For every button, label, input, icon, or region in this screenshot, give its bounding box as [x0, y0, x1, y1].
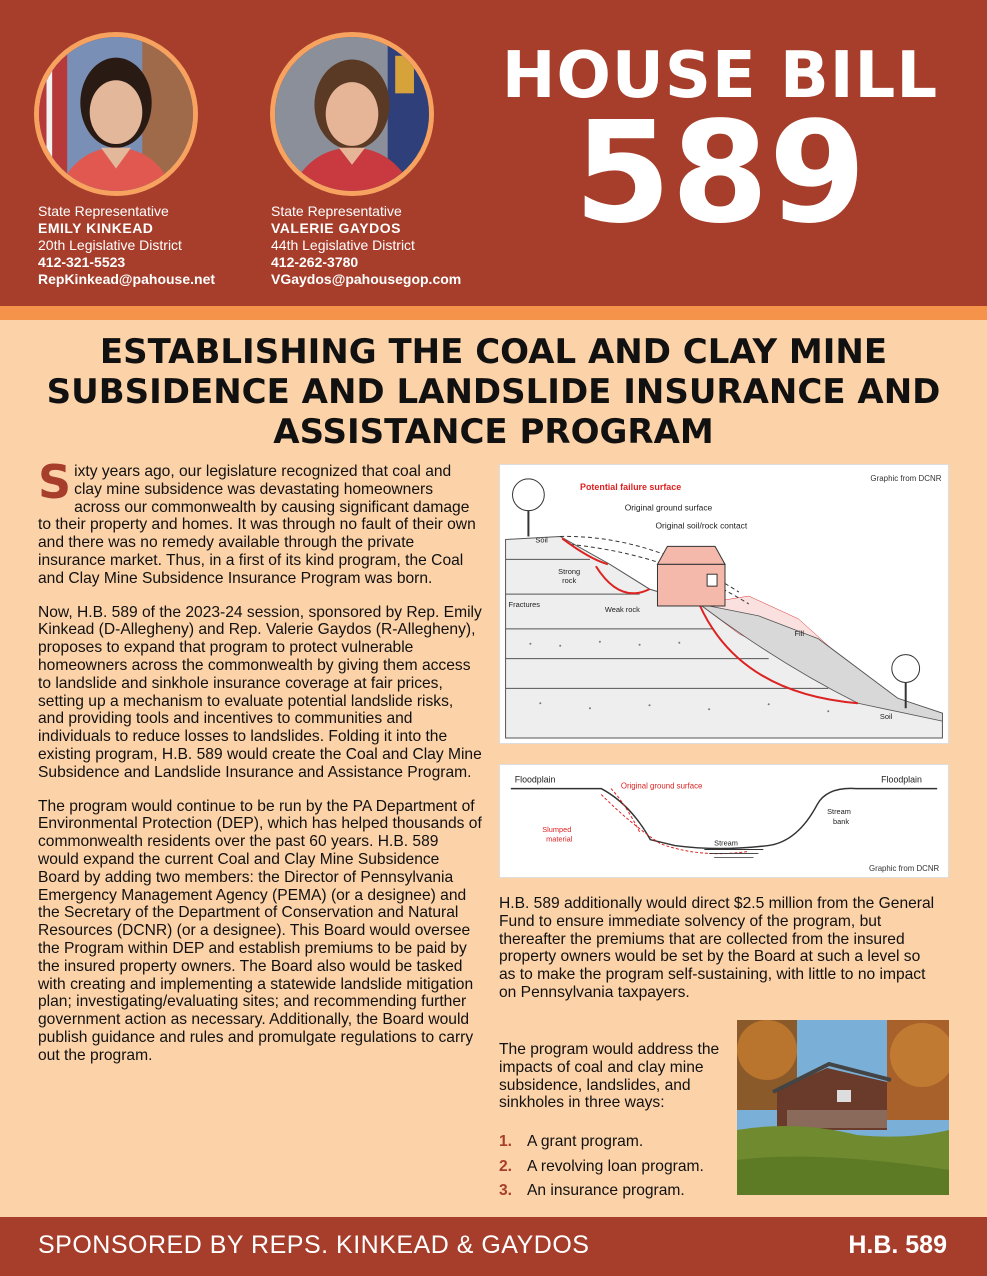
figure1-credit: Graphic from DCNR	[870, 473, 942, 483]
paragraph-funding: H.B. 589 additionally would direct $2.5 million from the General Fund to ensure immediate solvency of the program, but thereafter the premiums that are collected from the insured property owners would be set by the Board at such a level so as to make the program self-sustaining, with little to no impact on Pennsylvania taxpayers.	[499, 895, 935, 1001]
label-failure: Potential failure surface	[580, 481, 682, 492]
list-text: An insurance program.	[527, 1182, 685, 1199]
rep-district: 44th Legislative District	[271, 237, 415, 253]
label-fractures: Fractures	[508, 599, 540, 609]
label-contact: Original soil/rock contact	[655, 520, 748, 531]
portrait-valerie-gaydos	[270, 32, 434, 196]
portrait-kinkead-image	[39, 37, 193, 191]
header-stripe	[0, 306, 987, 320]
portrait-gaydos-image	[275, 37, 429, 191]
label-floodplain-right: Floodplain	[881, 774, 922, 785]
headline: ESTABLISHING THE COAL AND CLAY MINE SUBSIDENCE AND LANDSLIDE INSURANCE AND ASSISTANCE PROGRAM	[46, 332, 941, 452]
label-soil-top: Soil	[535, 535, 548, 545]
list-item	[499, 1130, 739, 1155]
paragraph-intro	[38, 455, 482, 588]
list-number: 1.	[499, 1133, 513, 1150]
label-slumped-1: Slumped	[542, 824, 572, 834]
left-column	[38, 455, 482, 1081]
rep-gaydos-info	[271, 203, 461, 288]
list-number: 3.	[499, 1182, 513, 1199]
ways-list	[499, 1130, 739, 1204]
label-stream-bank-2: bank	[833, 816, 850, 826]
label-floodplain-left: Floodplain	[514, 774, 556, 785]
figure2-credit: Graphic from DCNR	[868, 864, 940, 874]
label-ground: Original ground surface	[624, 502, 713, 513]
header-banner	[0, 0, 987, 306]
rep-district: 20th Legislative District	[38, 237, 182, 253]
footer-bill: H.B. 589	[848, 1231, 947, 1259]
paragraph-board: The program would continue to be run by the PA Department of Environmental Protection (DEP), which has helped thousands of commonwealth residents over the past 60 years. H.B. 589 would expand the current Coal and Clay Mine Subsidence Board by adding two members: the Director of Pennsylvania Emergency Management Agency (PEMA) (or a designee) and the Secretary of the Department of Conservation and Natural Resources (DCNR) (or a designee). This Board would oversee the Program within DEP and establish premiums to be paid by the insured property owners. The Board also would be tasked with creating and implementing a statewide landslide mitigation plan; investigating/evaluating sites; and recommending further government action as necessary. Additionally, the Board would publish guidance and rules and promulgate regulations to carry out the program.	[38, 797, 482, 1064]
drop-cap: S	[38, 455, 72, 509]
list-item	[499, 1179, 739, 1204]
label-strong: Strong	[558, 567, 581, 577]
rep-title: State Representative	[38, 203, 169, 219]
label-weak: Weak rock	[604, 604, 640, 614]
rep-name: EMILY KINKEAD	[38, 220, 154, 236]
list-text: A revolving loan program.	[527, 1157, 704, 1175]
paragraph-proposal: Now, H.B. 589 of the 2023-24 session, sponsored by Rep. Emily Kinkead (D-Allegheny) and Rep. Valerie Gaydos (R-Allegheny), proposes to expand that program to protect vulnerable homeowners across the commonwealth by giving them access to landslide and sinkhole insurance coverage at fair prices, setting up a mechanism to evaluate potential landslide risks, and providing tools and incentives to communities and individuals to reduce losses to landslides. Folding it into the existing program, H.B. 589 would create the Coal and Clay Mine Subsidence and Landslide Insurance and Assistance Program.	[38, 603, 482, 781]
rep-phone[interactable]: 412-321-5523	[38, 254, 126, 270]
rep-email[interactable]: RepKinkead@pahouse.net	[38, 271, 216, 287]
list-number: 2.	[499, 1157, 513, 1175]
footer-sponsor: SPONSORED BY REPS. KINKEAD & GAYDOS	[38, 1231, 590, 1259]
stream-bank-diagram	[499, 764, 949, 878]
bill-label: HOUSE BILL	[501, 39, 939, 113]
bill-number: 589	[573, 92, 867, 255]
list-text: A grant program.	[527, 1133, 644, 1150]
label-ground-surface: Original ground surface	[620, 781, 703, 791]
rep-email[interactable]: VGaydos@pahousegop.com	[271, 271, 462, 287]
label-soil-bottom: Soil	[879, 712, 893, 722]
list-item	[499, 1155, 739, 1180]
label-rock: rock	[562, 576, 577, 586]
house-photo	[737, 1020, 949, 1195]
rep-kinkead-info	[38, 203, 215, 288]
rep-phone[interactable]: 412-262-3780	[271, 254, 359, 270]
rep-name: VALERIE GAYDOS	[271, 220, 401, 236]
label-slumped-2: material	[546, 834, 573, 844]
label-stream: Stream	[714, 838, 738, 848]
footer-banner	[0, 1217, 987, 1276]
paragraph-intro-text: ixty years ago, our legislature recognized that coal and clay mine subsidence was devastating homeowners across our commonwealth by causing significant damage to their property and homes. It was through no fault of their own and there was no remedy available through the private insurance market. Thus, in a first of its kind program, the Coal and Clay Mine Subsidence Insurance Program was born.	[38, 463, 476, 587]
ways-intro: The program would address the impacts of coal and clay mine subsidence, landslides, and sinkholes in three ways:	[499, 1041, 720, 1112]
portrait-emily-kinkead	[34, 32, 198, 196]
label-stream-bank-1: Stream	[827, 807, 851, 817]
rep-title: State Representative	[271, 203, 402, 219]
label-fill: Fill	[794, 628, 805, 638]
landslide-diagram	[499, 464, 949, 744]
